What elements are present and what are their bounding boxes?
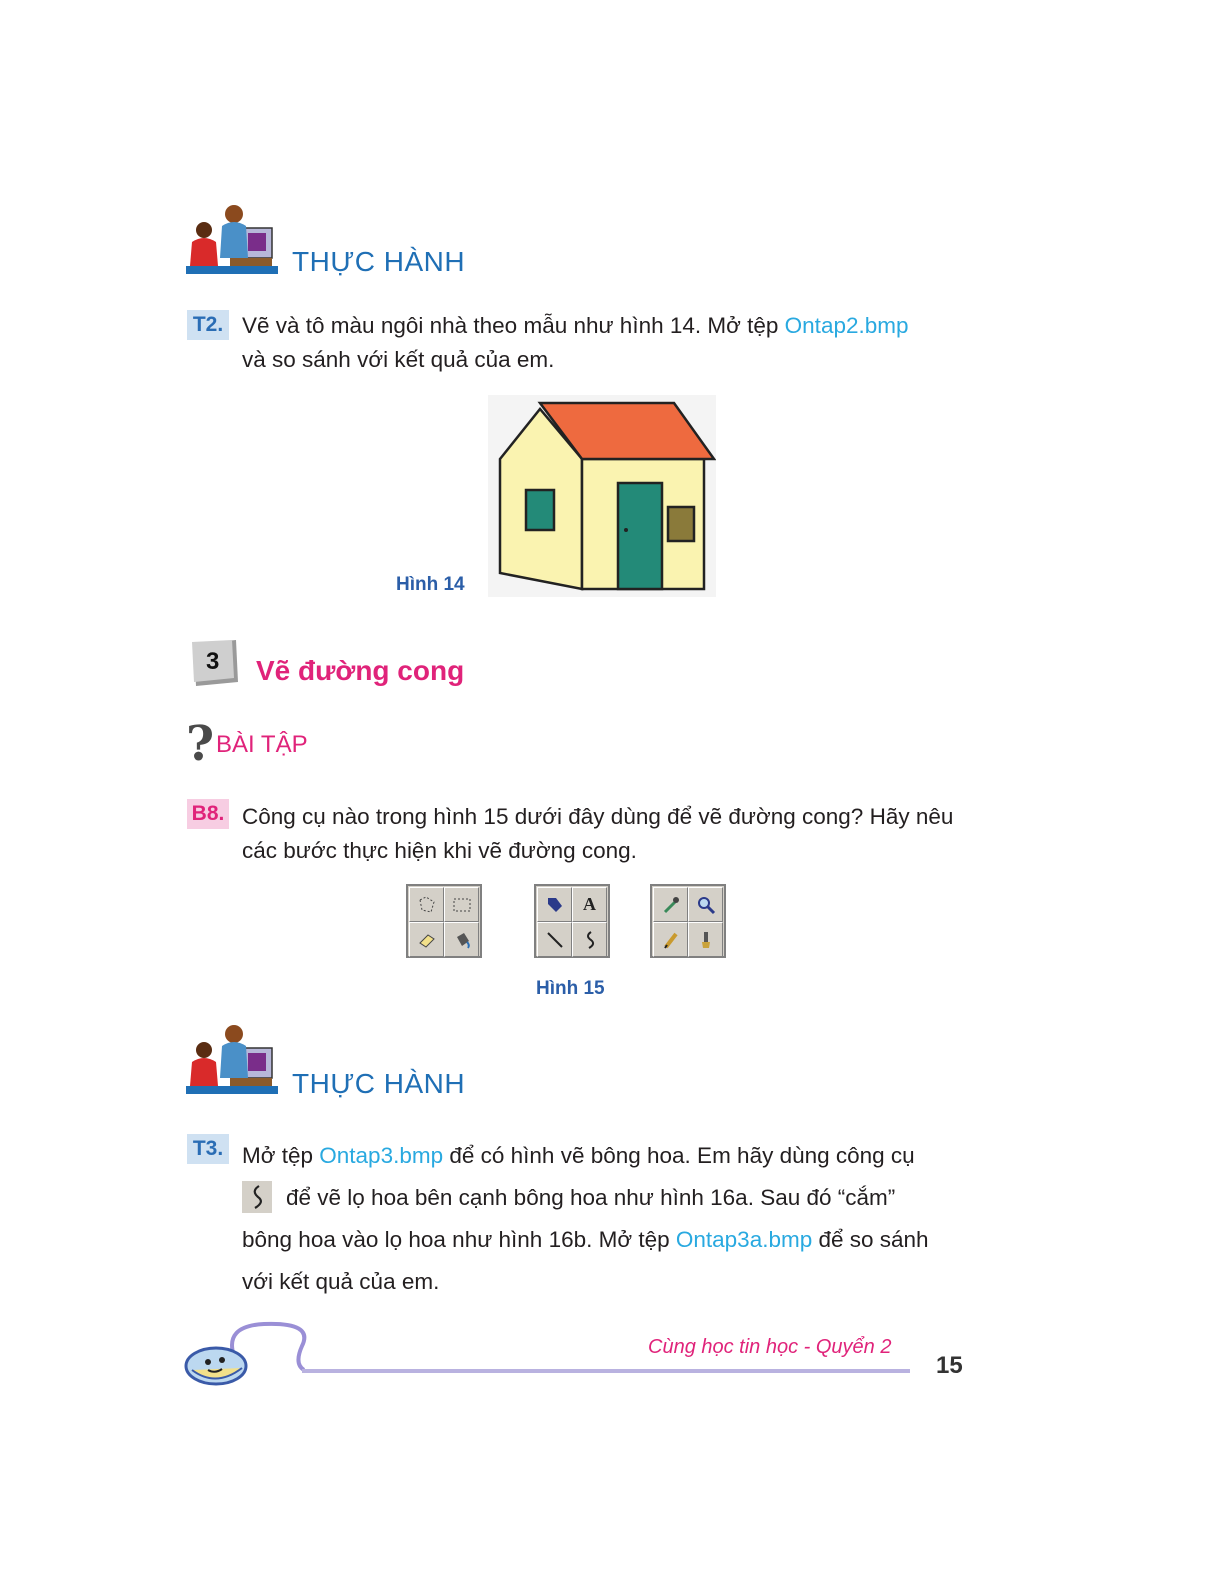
t3-line1-after: để có hình vẽ bông hoa. Em hãy dùng công cụ — [443, 1143, 915, 1168]
t3-line3-before: bông hoa vào lọ hoa như hình 16b. Mở tệp — [242, 1227, 676, 1252]
brush-icon — [688, 922, 723, 957]
task-tag-t3: T3. — [187, 1134, 229, 1164]
book-title: Cùng học tin học - Quyển 2 — [648, 1336, 892, 1358]
page-number: 15 — [936, 1352, 963, 1379]
section-number: 3 — [206, 648, 220, 675]
toolbox-select-eraser — [406, 884, 482, 958]
t3-line3-after: để so sánh — [812, 1227, 929, 1252]
t2-text-before: Vẽ và tô màu ngôi nhà theo mẫu như hình 14. Mở tệp — [242, 313, 785, 338]
t3-line-4: với kết quả của em. — [242, 1269, 440, 1294]
kids-computer-icon — [186, 1020, 290, 1100]
t3-line2-text: để vẽ lọ hoa bên cạnh bông hoa như hình 16a. Sau đó “cắm” — [286, 1185, 896, 1210]
color-picker-icon — [653, 887, 688, 922]
eraser-icon — [409, 922, 444, 957]
practice-title: THỰC HÀNH — [292, 1068, 466, 1099]
task-tag-t2: T2. — [187, 310, 229, 340]
task-t3-text — [242, 1135, 972, 1303]
curve-tool-icon — [242, 1181, 272, 1213]
mouse-mascot-icon — [184, 1316, 324, 1388]
t2-file-link[interactable]: Ontap2.bmp — [784, 313, 909, 338]
t3-file1-link[interactable]: Ontap3.bmp — [319, 1143, 444, 1168]
airbrush-icon — [537, 887, 572, 922]
section-title: Vẽ đường cong — [256, 655, 465, 686]
practice-heading — [186, 1020, 506, 1110]
house-figure — [488, 395, 716, 597]
toolbox-picker-pencil — [650, 884, 726, 958]
exercise-tag-b8: B8. — [187, 799, 229, 829]
t2-text-after: và so sánh với kết quả của em. — [242, 347, 555, 372]
t3-line1-before: Mở tệp — [242, 1143, 320, 1168]
practice-heading — [186, 200, 506, 290]
question-mark-icon: ? — [186, 716, 215, 772]
exercise-title: BÀI TẬP — [216, 731, 308, 758]
t3-line-3 — [242, 1219, 972, 1261]
rect-select-icon — [444, 887, 479, 922]
curve-tool-icon — [572, 922, 607, 957]
task-t2-text — [242, 309, 972, 377]
toolbox-text-curve — [534, 884, 610, 958]
t3-line-1 — [242, 1135, 972, 1177]
kids-computer-icon — [186, 200, 290, 280]
fill-bucket-icon — [444, 922, 479, 957]
practice-title: THỰC HÀNH — [292, 246, 466, 277]
footer-rule — [302, 1369, 910, 1373]
exercise-b8-text: Công cụ nào trong hình 15 dưới đây dùng để vẽ đường cong? Hãy nêu các bước thực hiện khi vẽ đường cong. — [242, 804, 954, 863]
figure-15-caption: Hình 15 — [536, 978, 605, 999]
text-tool-icon: A — [572, 887, 607, 922]
pencil-icon — [653, 922, 688, 957]
t3-line-2 — [242, 1177, 972, 1219]
figure-14-caption: Hình 14 — [396, 574, 465, 595]
t3-file2-link[interactable]: Ontap3a.bmp — [675, 1227, 813, 1252]
free-select-icon — [409, 887, 444, 922]
line-tool-icon — [537, 922, 572, 957]
magnifier-icon — [688, 887, 723, 922]
